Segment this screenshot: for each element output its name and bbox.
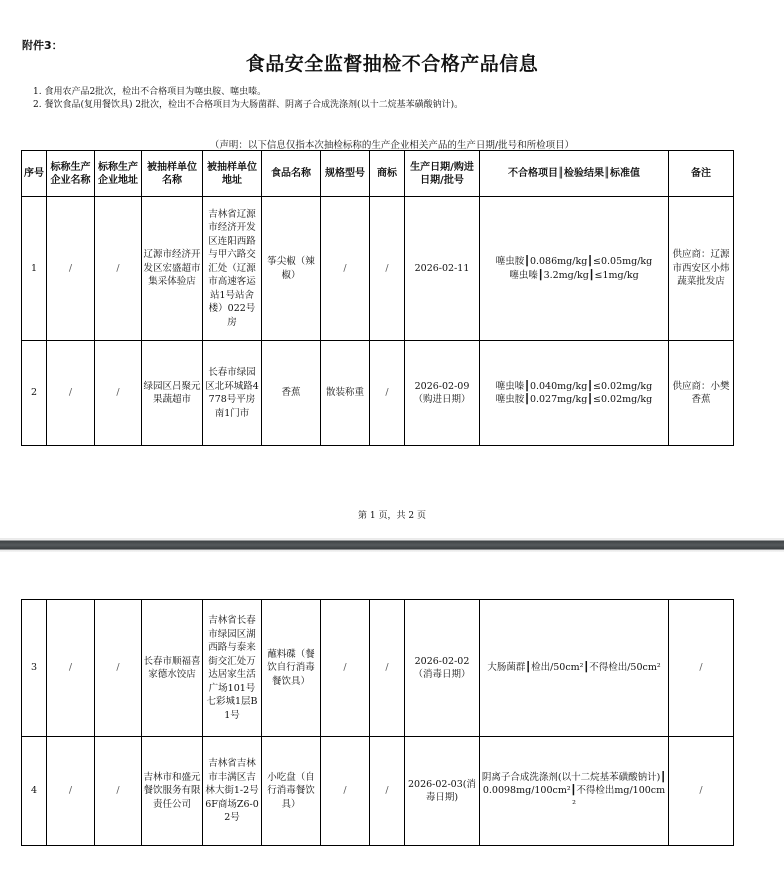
cell-seq: 4 <box>22 737 47 846</box>
header-result: 不合格项目║检验结果║标准值 <box>480 151 669 197</box>
cell-mfr-addr: / <box>95 737 142 846</box>
result-line: 噻虫胺┃0.086mg/kg┃≤0.05mg/kg <box>495 256 653 267</box>
document-title: 食品安全监督抽检不合格产品信息 <box>245 53 539 75</box>
document-page-2 <box>0 552 784 872</box>
header-mfr-addr: 标称生产企业地址 <box>95 151 142 197</box>
header-sampled-addr: 被抽样单位地址 <box>203 151 262 197</box>
cell-mfr-name: / <box>47 341 95 446</box>
result-line: 噻虫嗪┃0.040mg/kg┃≤0.02mg/kg <box>495 380 653 392</box>
header-mfr-name: 标称生产企业名称 <box>47 151 95 197</box>
page-number: 第 1 页，共 2 页 <box>358 511 426 521</box>
result-line: 噻虫嗪┃3.2mg/kg┃≤1mg/kg <box>509 269 639 281</box>
cell-mfr-name: / <box>47 197 95 341</box>
table-row <box>22 341 734 446</box>
unqualified-products-table-continued <box>21 599 734 846</box>
summary-note: 1. 食用农产品2批次，检出不合格项目为噻虫胺、噻虫嗪。 <box>33 87 267 97</box>
cell-sampled-name: 辽源市经济开发区宏盛超市集采体验店 <box>142 197 203 341</box>
cell-sampled-addr: 吉林省吉林市丰满区吉林大街1-2号6F商场Z6-02号 <box>203 737 262 846</box>
page-separator <box>0 538 784 552</box>
cell-remark: / <box>669 737 734 846</box>
cell-sampled-name: 绿园区吕聚元果蔬超市 <box>142 341 203 446</box>
header-sampled-name: 被抽样单位名称 <box>142 151 203 197</box>
table-row <box>22 600 734 737</box>
table-row <box>22 197 734 341</box>
cell-remark: 供应商：辽源市西安区小炜蔬菜批发店 <box>669 197 734 341</box>
cell-brand: / <box>370 600 405 737</box>
cell-seq: 3 <box>22 600 47 737</box>
declaration: （声明：以下信息仅指本次抽检标称的生产企业相关产品的生产日期/批号和所检项目） <box>209 140 575 151</box>
cell-result <box>480 197 669 341</box>
cell-date: 2026-02-09（购进日期） <box>405 341 480 446</box>
cell-spec: / <box>321 197 370 341</box>
table-row <box>22 737 734 846</box>
table-header-row <box>22 151 734 197</box>
cell-spec: / <box>321 737 370 846</box>
cell-mfr-name: / <box>47 737 95 846</box>
cell-sampled-name: 吉林市和盛元餐饮服务有限责任公司 <box>142 737 203 846</box>
summary-notes <box>33 86 463 112</box>
header-food-name: 食品名称 <box>262 151 321 197</box>
header-date: 生产日期/购进日期/批号 <box>405 151 480 197</box>
result-line: 大肠菌群┃检出/50cm²┃不得检出/50cm² <box>487 662 661 674</box>
cell-mfr-addr: / <box>95 341 142 446</box>
attachment-label: 附件3： <box>22 39 63 52</box>
cell-sampled-addr: 长春市绿园区北环城路4778号平房南1门市 <box>203 341 262 446</box>
cell-date: 2026-02-03(消毒日期) <box>405 737 480 846</box>
cell-brand: / <box>370 197 405 341</box>
unqualified-products-table <box>21 150 734 446</box>
cell-mfr-name: / <box>47 600 95 737</box>
cell-mfr-addr: / <box>95 600 142 737</box>
cell-date: 2026-02-02（消毒日期） <box>405 600 480 737</box>
cell-remark: 供应商：小樊香蕉 <box>669 341 734 446</box>
cell-result <box>480 737 669 846</box>
cell-sampled-addr: 吉林省长春市绿园区湖西路与泰来街交汇处万达居家生活广场101号七彩城1层B1号 <box>203 600 262 737</box>
cell-food-name: 香蕉 <box>262 341 321 446</box>
cell-mfr-addr: / <box>95 197 142 341</box>
result-line: 阴离子合成洗涤剂(以十二烷基苯磺酸钠计)┃0.0098mg/100cm²┃不得检出mg/100cm² <box>481 771 667 810</box>
cell-food-name: 小吃盘（自行消毒餐饮具） <box>262 737 321 846</box>
cell-sampled-name: 长春市顺福喜家德水饺店 <box>142 600 203 737</box>
cell-seq: 1 <box>22 197 47 341</box>
cell-result <box>480 600 669 737</box>
cell-spec: 散装称重 <box>321 341 370 446</box>
cell-remark: / <box>669 600 734 737</box>
cell-seq: 2 <box>22 341 47 446</box>
cell-date: 2026-02-11 <box>405 197 480 341</box>
header-spec: 规格型号 <box>321 151 370 197</box>
summary-note: 2. 餐饮食品(复用餐饮具) 2批次，检出不合格项目为大肠菌群、阴离子合成洗涤剂(以十二烷基苯磺酸钠计)。 <box>33 100 464 110</box>
cell-result <box>480 341 669 446</box>
header-seq: 序号 <box>22 151 47 197</box>
result-line: 噻虫胺┃0.027mg/kg┃≤0.02mg/kg <box>495 394 653 405</box>
cell-food-name: 蘸料碟（餐饮自行消毒餐饮具） <box>262 600 321 737</box>
cell-spec: / <box>321 600 370 737</box>
header-remark: 备注 <box>669 151 734 197</box>
header-brand: 商标 <box>370 151 405 197</box>
cell-sampled-addr: 吉林省辽源市经济开发区连阳西路与甲六路交汇处（辽源市高速客运站1号站舍楼）022号房 <box>203 197 262 341</box>
cell-food-name: 筝尖椒（辣椒） <box>262 197 321 341</box>
cell-brand: / <box>370 737 405 846</box>
cell-brand: / <box>370 341 405 446</box>
